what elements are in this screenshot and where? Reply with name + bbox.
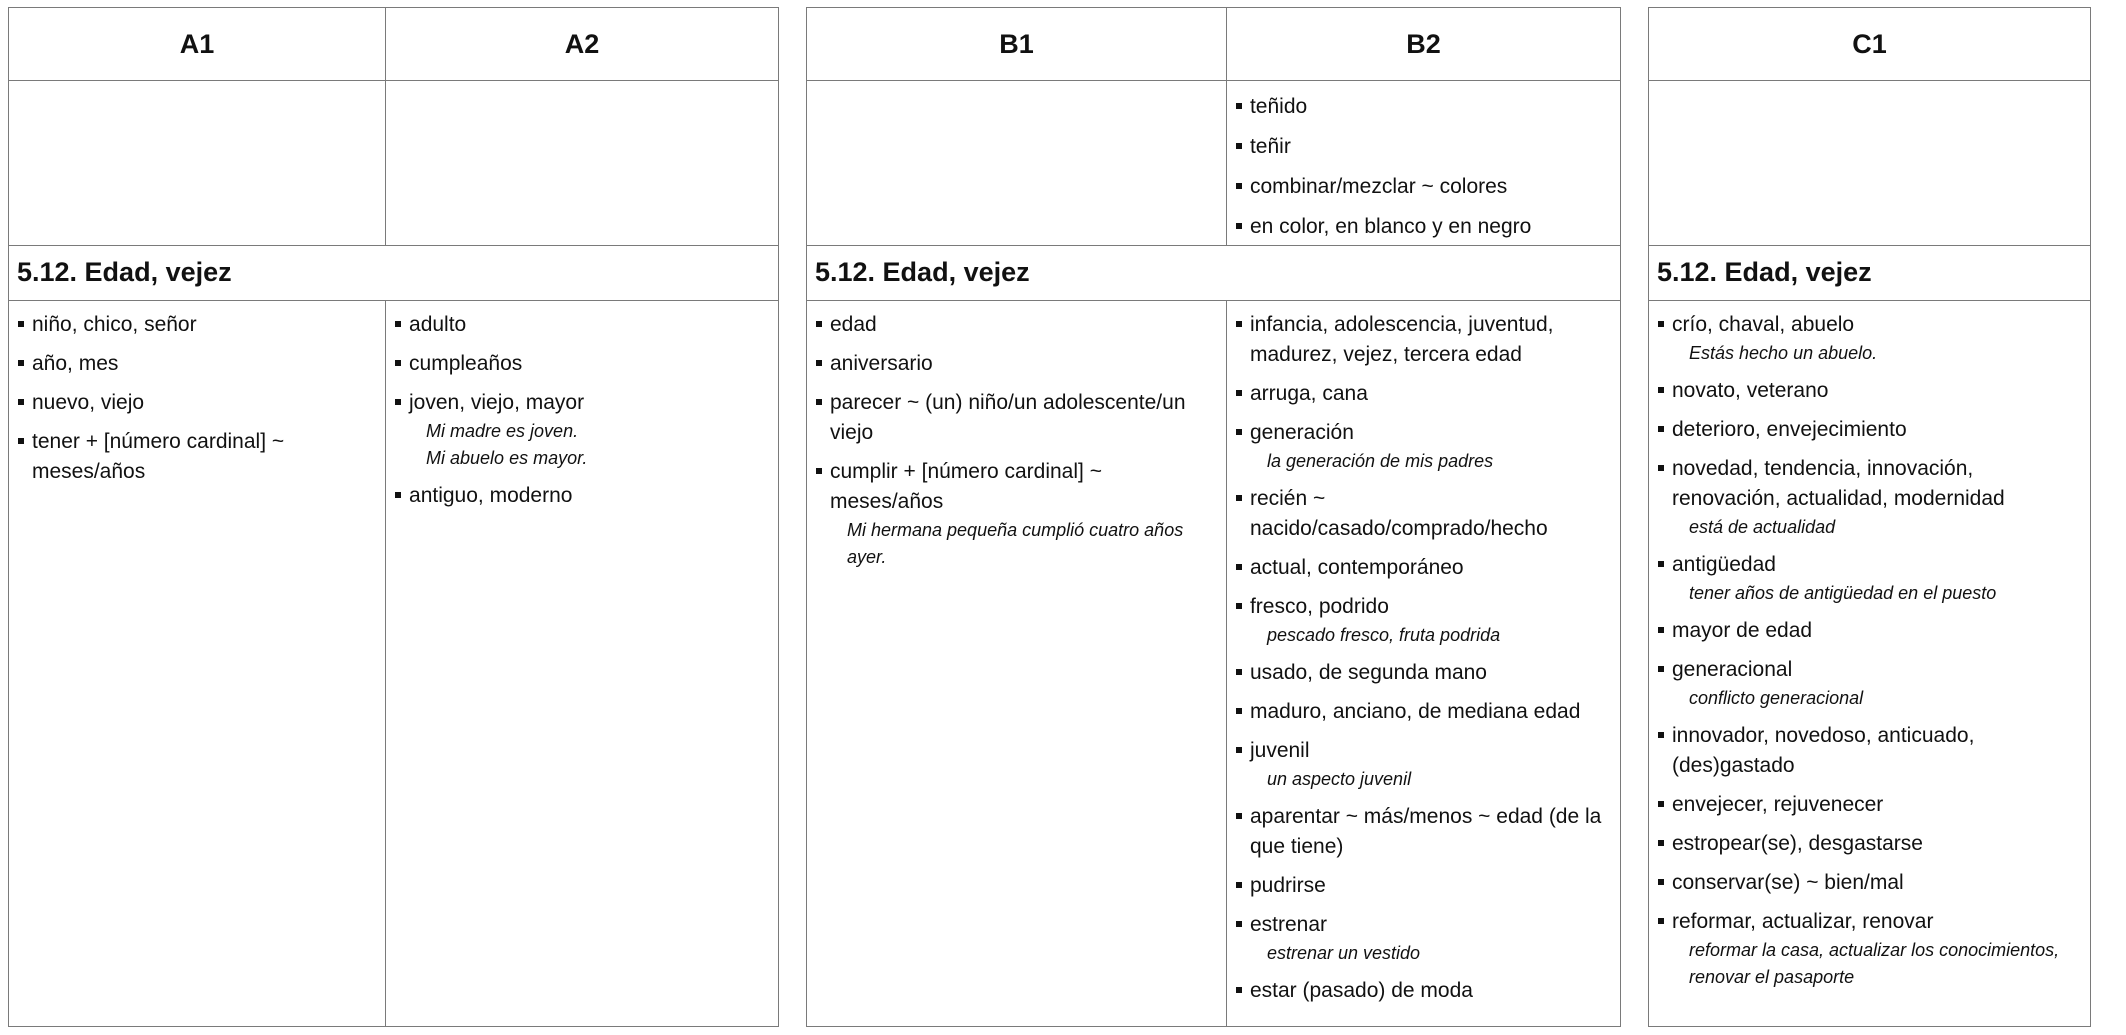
list-item: generación <box>1235 418 1614 448</box>
level-header-row <box>9 8 778 81</box>
item-list <box>386 300 778 511</box>
level-column-b1 <box>807 300 1226 1026</box>
list-item: juvenil <box>1235 736 1614 766</box>
previous-section-row <box>807 80 1620 246</box>
list-item: maduro, anciano, de mediana edad <box>1235 697 1614 727</box>
level-header-row <box>1649 8 2090 81</box>
list-item: aniversario <box>815 349 1220 379</box>
example-text: está de actualidad <box>1689 517 1836 537</box>
section-body <box>807 300 1620 1026</box>
list-item: infancia, adolescencia, juventud, madurez, vejez, tercera edad <box>1235 310 1614 370</box>
list-item: estar (pasado) de moda <box>1235 976 1614 1006</box>
list-item: mayor de edad <box>1657 616 2084 646</box>
example-text: un aspecto juvenil <box>1266 769 1412 789</box>
section-title: 5.12. Edad, vejez <box>1649 245 2090 301</box>
previous-cell <box>807 80 1226 245</box>
list-item: combinar/mezclar ~ colores <box>1235 172 1614 202</box>
list-item: estropear(se), desgastarse <box>1657 829 2084 859</box>
item-list <box>1649 300 2090 991</box>
level-header-b2: B2 <box>1226 8 1620 80</box>
example-text: Mi hermana pequeña cumplió cuatro años ayer. <box>847 520 1184 567</box>
panel-a1-a2 <box>8 7 779 1027</box>
list-item: generacional <box>1657 655 2084 685</box>
example-text: conflicto generacional <box>1689 688 1864 708</box>
item-list <box>386 80 778 92</box>
example-text: reformar la casa, actualizar los conocimientos, renovar el pasaporte <box>1689 940 2060 987</box>
list-item: arruga, cana <box>1235 379 1614 409</box>
list-item: niño, chico, señor <box>17 310 379 340</box>
level-header-a2: A2 <box>385 8 778 80</box>
item-list <box>807 300 1226 571</box>
level-header-a1: A1 <box>179 28 215 59</box>
list-item: pudrirse <box>1235 871 1614 901</box>
level-column-a1 <box>9 300 385 1026</box>
example-text: la generación de mis padres <box>1266 451 1494 471</box>
list-item: reformar, actualizar, renovar <box>1657 907 2084 937</box>
list-item: conservar(se) ~ bien/mal <box>1657 868 2084 898</box>
previous-cell <box>385 80 778 245</box>
section-title: 5.12. Edad, vejez <box>807 245 1620 301</box>
list-item: antiguo, moderno <box>394 481 772 511</box>
list-item: antigüedad <box>1657 550 2084 580</box>
list-item: tener + [número cardinal] ~ meses/años <box>17 427 379 487</box>
section-title: 5.12. Edad, vejez <box>9 245 778 301</box>
level-header-c1: C1 <box>1852 28 1887 59</box>
list-item: en color, en blanco y en negro <box>1235 212 1614 242</box>
list-item: año, mes <box>17 349 379 379</box>
example-text: Mi madre es joven. <box>426 421 579 441</box>
list-item: cumpleaños <box>394 349 772 379</box>
item-list <box>1227 80 1620 242</box>
list-item: teñir <box>1235 132 1614 162</box>
level-header-b1: B1 <box>999 28 1034 59</box>
panel-c1 <box>1648 7 2091 1027</box>
list-item: adulto <box>394 310 772 340</box>
list-item: novedad, tendencia, innovación, renovación, actualidad, modernidad <box>1657 454 2084 514</box>
list-item: parecer ~ (un) niño/un adolescente/un viejo <box>815 388 1220 448</box>
section-body <box>9 300 778 1026</box>
list-item: novato, veterano <box>1657 376 2084 406</box>
list-item: joven, viejo, mayor <box>394 388 772 418</box>
list-item: recién ~ nacido/casado/comprado/hecho <box>1235 484 1614 544</box>
previous-section-row <box>9 80 778 246</box>
level-column-c1 <box>1649 300 2090 1026</box>
previous-section-row <box>1649 80 2090 246</box>
previous-cell <box>1226 80 1620 245</box>
list-item: usado, de segunda mano <box>1235 658 1614 688</box>
list-item: estrenar <box>1235 910 1614 940</box>
item-list <box>807 80 1226 92</box>
list-item: edad <box>815 310 1220 340</box>
panel-b1-b2 <box>806 7 1621 1027</box>
level-column-b2 <box>1226 300 1620 1026</box>
example-text: Estás hecho un abuelo. <box>1689 343 1878 363</box>
list-item: aparentar ~ más/menos ~ edad (de la que tiene) <box>1235 802 1614 862</box>
list-item: actual, contemporáneo <box>1235 553 1614 583</box>
item-list <box>1227 300 1620 1006</box>
list-item: innovador, novedoso, anticuado, (des)gastado <box>1657 721 2084 781</box>
previous-cell <box>9 80 385 245</box>
level-column-a2 <box>385 300 778 1026</box>
list-item: crío, chaval, abuelo <box>1657 310 2084 340</box>
item-list <box>1649 80 2090 92</box>
list-item: cumplir + [número cardinal] ~ meses/años <box>815 457 1220 517</box>
example-text: Mi abuelo es mayor. <box>426 448 588 468</box>
list-item: teñido <box>1235 92 1614 122</box>
level-header-row <box>807 8 1620 81</box>
example-text: estrenar un vestido <box>1266 943 1421 963</box>
list-item: deterioro, envejecimiento <box>1657 415 2084 445</box>
list-item: nuevo, viejo <box>17 388 379 418</box>
list-item: fresco, podrido <box>1235 592 1614 622</box>
example-text: pescado fresco, fruta podrida <box>1266 625 1501 645</box>
previous-cell <box>1649 80 2090 245</box>
item-list <box>9 300 385 487</box>
list-item: envejecer, rejuvenecer <box>1657 790 2084 820</box>
example-text: tener años de antigüedad en el puesto <box>1689 583 1997 603</box>
section-body <box>1649 300 2090 1026</box>
item-list <box>9 80 385 92</box>
